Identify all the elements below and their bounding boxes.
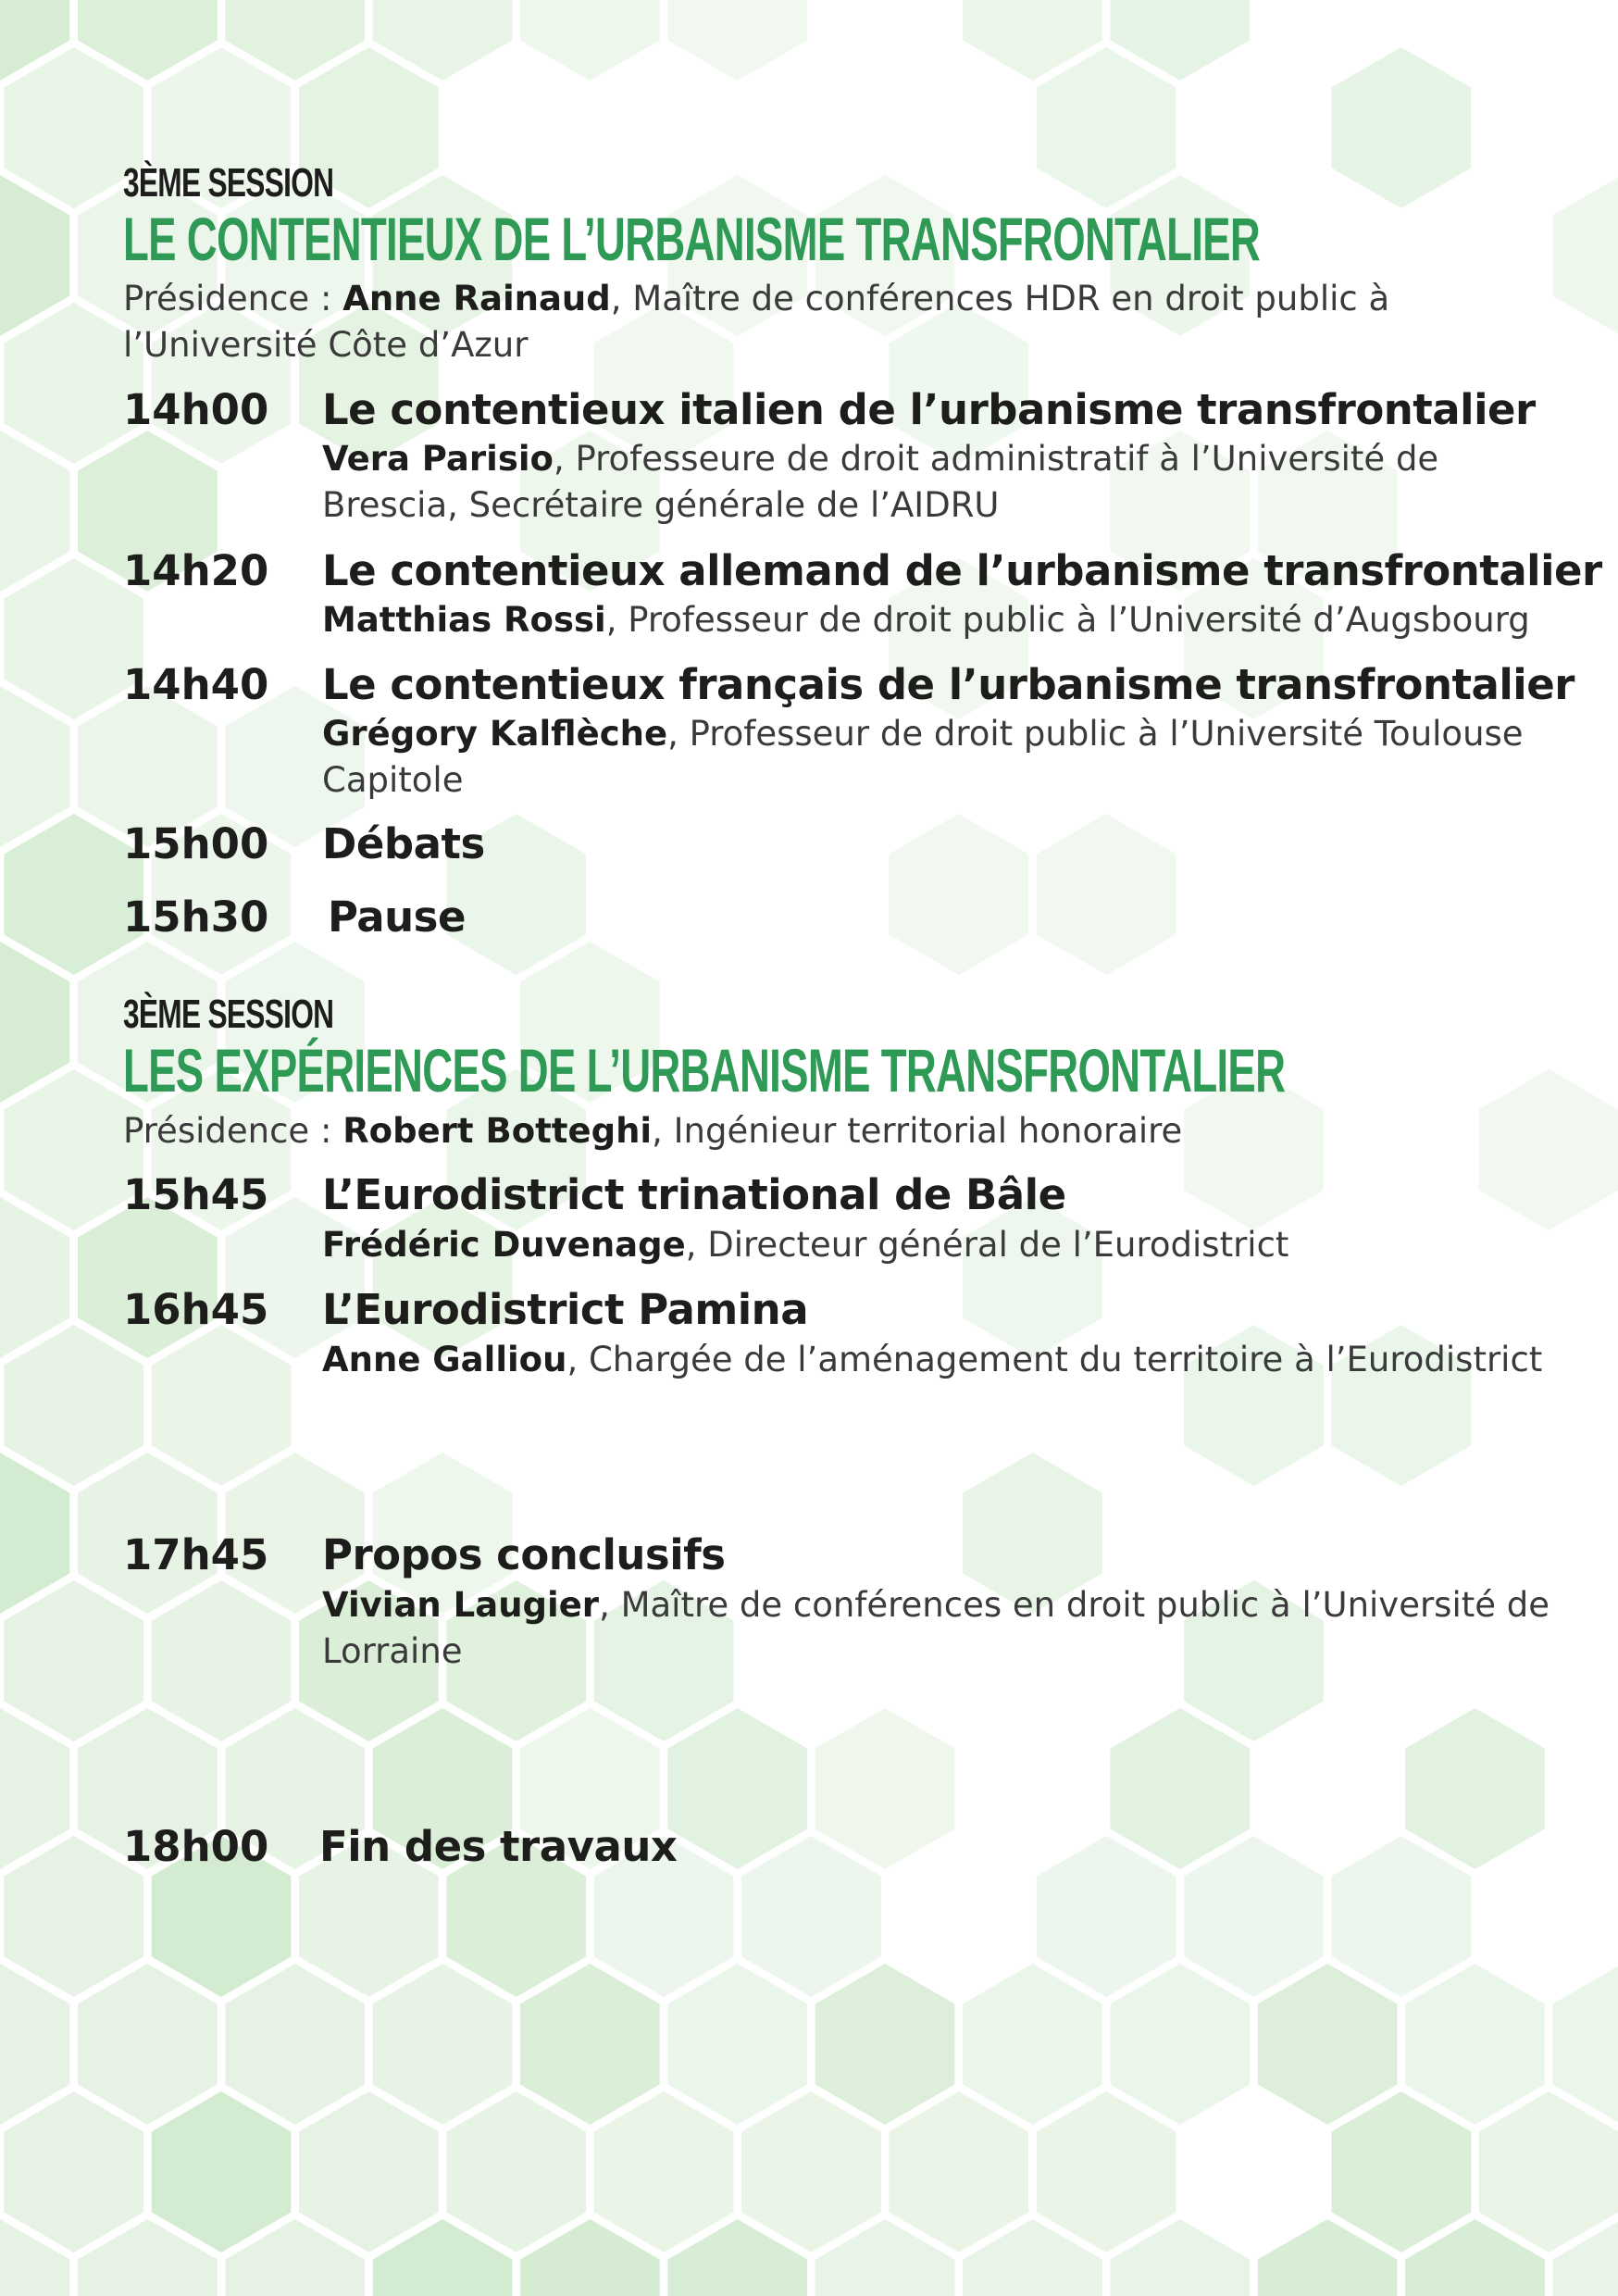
presidence-name: Robert Botteghi bbox=[342, 1111, 653, 1151]
program-speaker bbox=[322, 1222, 1562, 1268]
program-time: 15h45 bbox=[123, 1170, 269, 1219]
presidence-role: , Ingénieur territorial honoraire bbox=[652, 1111, 1183, 1151]
program-time: 14h40 bbox=[123, 660, 269, 709]
program-title: Pause bbox=[328, 892, 466, 942]
speaker-name: Frédéric Duvenage bbox=[322, 1225, 686, 1265]
speaker-role: , Professeure de droit administratif à l’Université de Brescia, Secrétaire générale de l’AIDRU bbox=[322, 439, 1439, 525]
session-2-label: 3ÈME SESSION bbox=[123, 992, 334, 1037]
program-speaker bbox=[322, 436, 1562, 529]
program-title: L’Eurodistrict Pamina bbox=[322, 1285, 809, 1334]
program-time: 14h20 bbox=[123, 546, 269, 595]
presidence-role: , Maître de conférences HDR en droit public à l’Université Côte d’Azur bbox=[123, 279, 1390, 365]
program-title: Le contentieux italien de l’urbanisme transfrontalier bbox=[322, 385, 1536, 434]
session-1-label: 3ÈME SESSION bbox=[123, 160, 334, 206]
program-title: Propos conclusifs bbox=[322, 1530, 726, 1579]
program-speaker bbox=[322, 1337, 1562, 1383]
speaker-role: , Directeur général de l’Eurodistrict bbox=[685, 1225, 1289, 1265]
program-title: Fin des travaux bbox=[319, 1822, 678, 1871]
session-1-presidence bbox=[123, 276, 1512, 368]
session-1-title: LE CONTENTIEUX DE L’URBANISME TRANSFRONTALIER bbox=[123, 205, 1261, 273]
speaker-role: , Professeur de droit public à l’Université d’Augsbourg bbox=[605, 600, 1530, 640]
program-title: L’Eurodistrict trinational de Bâle bbox=[322, 1170, 1066, 1219]
speaker-role: , Maître de conférences en droit public à l’Université de Lorraine bbox=[322, 1585, 1550, 1671]
presidence-name: Anne Rainaud bbox=[342, 279, 611, 318]
program-title: Débats bbox=[322, 819, 485, 868]
speaker-name: Vivian Laugier bbox=[322, 1585, 600, 1625]
speaker-name: Anne Galliou bbox=[322, 1340, 567, 1379]
program-time: 15h30 bbox=[123, 892, 269, 942]
speaker-name: Grégory Kalflèche bbox=[322, 714, 668, 754]
program-speaker bbox=[322, 1582, 1562, 1675]
program-time: 17h45 bbox=[123, 1530, 269, 1579]
program-time: 15h00 bbox=[123, 819, 269, 868]
speaker-name: Matthias Rossi bbox=[322, 600, 606, 640]
session-2-presidence bbox=[123, 1108, 1512, 1154]
presidence-prefix: Présidence : bbox=[123, 279, 343, 318]
program-time: 18h00 bbox=[123, 1822, 269, 1871]
program-time: 16h45 bbox=[123, 1285, 269, 1334]
speaker-role: , Chargée de l’aménagement du territoire à l’Eurodistrict bbox=[566, 1340, 1543, 1379]
program-title: Le contentieux français de l’urbanisme transfrontalier bbox=[322, 660, 1574, 709]
speaker-role: , Professeur de droit public à l’Université Toulouse Capitole bbox=[322, 714, 1524, 800]
presidence-prefix: Présidence : bbox=[123, 1111, 343, 1151]
program-title: Le contentieux allemand de l’urbanisme transfrontalier bbox=[322, 546, 1602, 595]
program-speaker bbox=[322, 711, 1562, 804]
speaker-name: Vera Parisio bbox=[322, 439, 554, 479]
program-time: 14h00 bbox=[123, 385, 269, 434]
session-2-title: LES EXPÉRIENCES DE L’URBANISME TRANSFRONTALIER bbox=[123, 1036, 1286, 1104]
program-speaker bbox=[322, 597, 1562, 643]
